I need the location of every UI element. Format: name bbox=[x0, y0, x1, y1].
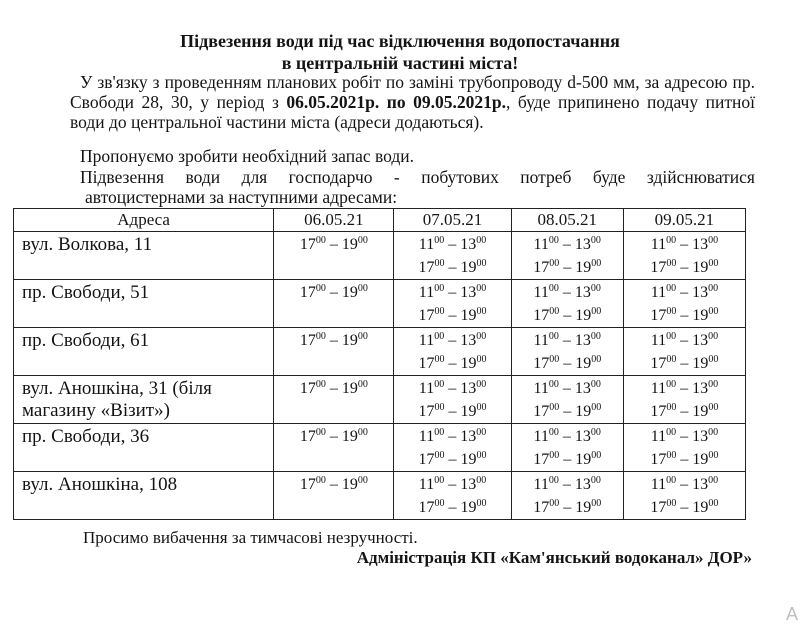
evening-slot: $17^{00} - 19^{00}$ bbox=[533, 402, 602, 420]
intro-text-part1: У зв'язку з проведенням планових робіт по заміні трубопроводу d-500 мм, за адресою пр. Свободи 28, 30, у період з bbox=[70, 72, 755, 112]
address-cell: вул. Аношкіна, 108 bbox=[14, 472, 274, 520]
corner-mark: A bbox=[786, 604, 799, 624]
morning-slot: $11^{00} - 13^{00}$ bbox=[650, 475, 719, 493]
morning-slot: $11^{00} - 13^{00}$ bbox=[650, 235, 719, 253]
time-cell-day1 bbox=[274, 280, 394, 328]
morning-slot: $11^{00} - 13^{00}$ bbox=[418, 427, 487, 445]
evening-slot: $17^{00} - 19^{00}$ bbox=[650, 450, 719, 468]
morning-slot: $11^{00} - 13^{00}$ bbox=[418, 331, 487, 349]
evening-slot: $17^{00} - 19^{00}$ bbox=[299, 235, 368, 253]
address-cell: вул. Аношкіна, 31 (біля магазину «Візит») bbox=[14, 376, 274, 424]
header-date-1: 06.05.21 bbox=[274, 209, 394, 232]
header-date-3: 08.05.21 bbox=[511, 209, 623, 232]
header-date-2: 07.05.21 bbox=[394, 209, 511, 232]
header-address: Адреса bbox=[14, 209, 274, 232]
time-cell-day1 bbox=[274, 328, 394, 376]
time-cell-day2 bbox=[394, 232, 511, 280]
morning-slot: $11^{00} - 13^{00}$ bbox=[650, 427, 719, 445]
time-cell-day3 bbox=[511, 232, 623, 280]
evening-slot: $17^{00} - 19^{00}$ bbox=[650, 498, 719, 516]
morning-slot: $11^{00} - 13^{00}$ bbox=[533, 235, 601, 253]
morning-slot: $11^{00} - 13^{00}$ bbox=[418, 235, 487, 253]
evening-slot: $17^{00} - 19^{00}$ bbox=[533, 306, 602, 324]
evening-slot: $17^{00} - 19^{00}$ bbox=[299, 427, 368, 445]
evening-slot: $17^{00} - 19^{00}$ bbox=[650, 402, 719, 420]
evening-slot: $17^{00} - 19^{00}$ bbox=[650, 258, 719, 276]
morning-slot: $11^{00} - 13^{00}$ bbox=[650, 283, 719, 301]
time-cell-day3 bbox=[511, 424, 623, 472]
address-cell: пр. Свободи, 51 bbox=[14, 280, 274, 328]
table-row bbox=[14, 280, 746, 328]
time-cell-day4 bbox=[623, 472, 745, 520]
delivery-paragraph bbox=[80, 167, 755, 207]
time-cell-day4 bbox=[623, 232, 745, 280]
time-cell-day4 bbox=[623, 424, 745, 472]
morning-slot: $11^{00} - 13^{00}$ bbox=[650, 379, 719, 397]
evening-slot: $17^{00} - 19^{00}$ bbox=[533, 258, 602, 276]
time-cell-day1 bbox=[274, 472, 394, 520]
schedule-body bbox=[14, 232, 746, 520]
intro-text-part2: , буде припинено подачу питної води до центральної частини міста (адреси додаються). bbox=[70, 92, 755, 132]
morning-slot: $11^{00} - 13^{00}$ bbox=[533, 331, 601, 349]
time-cell-day2 bbox=[394, 424, 511, 472]
morning-slot: $11^{00} - 13^{00}$ bbox=[650, 331, 719, 349]
morning-slot: $11^{00} - 13^{00}$ bbox=[533, 475, 601, 493]
apology-text: Просимо вибачення за тимчасові незручності. bbox=[83, 528, 418, 547]
time-cell-day4 bbox=[623, 376, 745, 424]
morning-slot: $11^{00} - 13^{00}$ bbox=[418, 283, 487, 301]
evening-slot: $17^{00} - 19^{00}$ bbox=[418, 354, 487, 372]
time-cell-day3 bbox=[511, 280, 623, 328]
time-cell-day3 bbox=[511, 328, 623, 376]
schedule-header-row bbox=[14, 209, 746, 232]
time-cell-day2 bbox=[394, 472, 511, 520]
table-row bbox=[14, 424, 746, 472]
time-cell-day4 bbox=[623, 280, 745, 328]
evening-slot: $17^{00} - 19^{00}$ bbox=[650, 306, 719, 324]
evening-slot: $17^{00} - 19^{00}$ bbox=[299, 331, 368, 349]
signature: Адміністрація КП «Кам'янський водоканал» ДОР» bbox=[356, 548, 752, 567]
notice-title-line2: в центральній частині міста! bbox=[281, 53, 519, 73]
time-cell-day2 bbox=[394, 328, 511, 376]
morning-slot: $11^{00} - 13^{00}$ bbox=[533, 379, 601, 397]
delivery-line2: автоцистернами за наступними адресами: bbox=[85, 187, 398, 207]
intro-dates: 06.05.2021р. по 09.05.2021р. bbox=[286, 92, 507, 112]
evening-slot: $17^{00} - 19^{00}$ bbox=[533, 450, 602, 468]
address-cell: пр. Свободи, 36 bbox=[14, 424, 274, 472]
morning-slot: $11^{00} - 13^{00}$ bbox=[418, 379, 487, 397]
morning-slot: $11^{00} - 13^{00}$ bbox=[418, 475, 487, 493]
time-cell-day1 bbox=[274, 376, 394, 424]
time-cell-day3 bbox=[511, 472, 623, 520]
evening-slot: $17^{00} - 19^{00}$ bbox=[418, 306, 487, 324]
evening-slot: $17^{00} - 19^{00}$ bbox=[299, 379, 368, 397]
evening-slot: $17^{00} - 19^{00}$ bbox=[418, 402, 487, 420]
time-cell-day2 bbox=[394, 280, 511, 328]
schedule-table bbox=[13, 208, 746, 520]
time-cell-day1 bbox=[274, 424, 394, 472]
address-cell: вул. Волкова, 11 bbox=[14, 232, 274, 280]
morning-slot: $11^{00} - 13^{00}$ bbox=[533, 283, 601, 301]
table-row bbox=[14, 472, 746, 520]
evening-slot: $17^{00} - 19^{00}$ bbox=[418, 498, 487, 516]
header-date-4: 09.05.21 bbox=[623, 209, 745, 232]
morning-slot: $11^{00} - 13^{00}$ bbox=[533, 427, 601, 445]
evening-slot: $17^{00} - 19^{00}$ bbox=[650, 354, 719, 372]
evening-slot: $17^{00} - 19^{00}$ bbox=[533, 498, 602, 516]
evening-slot: $17^{00} - 19^{00}$ bbox=[299, 475, 368, 493]
table-row bbox=[14, 328, 746, 376]
evening-slot: $17^{00} - 19^{00}$ bbox=[299, 283, 368, 301]
notice-title-line1: Підвезення води під час відключення водопостачання bbox=[180, 31, 620, 51]
time-cell-day3 bbox=[511, 376, 623, 424]
time-cell-day2 bbox=[394, 376, 511, 424]
table-row bbox=[14, 232, 746, 280]
address-cell: пр. Свободи, 61 bbox=[14, 328, 274, 376]
time-cell-day1 bbox=[274, 232, 394, 280]
evening-slot: $17^{00} - 19^{00}$ bbox=[533, 354, 602, 372]
time-cell-day4 bbox=[623, 328, 745, 376]
evening-slot: $17^{00} - 19^{00}$ bbox=[418, 258, 487, 276]
intro-paragraph bbox=[70, 72, 755, 132]
advice-paragraph: Пропонуємо зробити необхідний запас води. bbox=[80, 146, 415, 166]
evening-slot: $17^{00} - 19^{00}$ bbox=[418, 450, 487, 468]
delivery-line1: Підвезення води для господарчо - побутових потреб буде здійснюватися bbox=[80, 167, 755, 187]
table-row bbox=[14, 376, 746, 424]
